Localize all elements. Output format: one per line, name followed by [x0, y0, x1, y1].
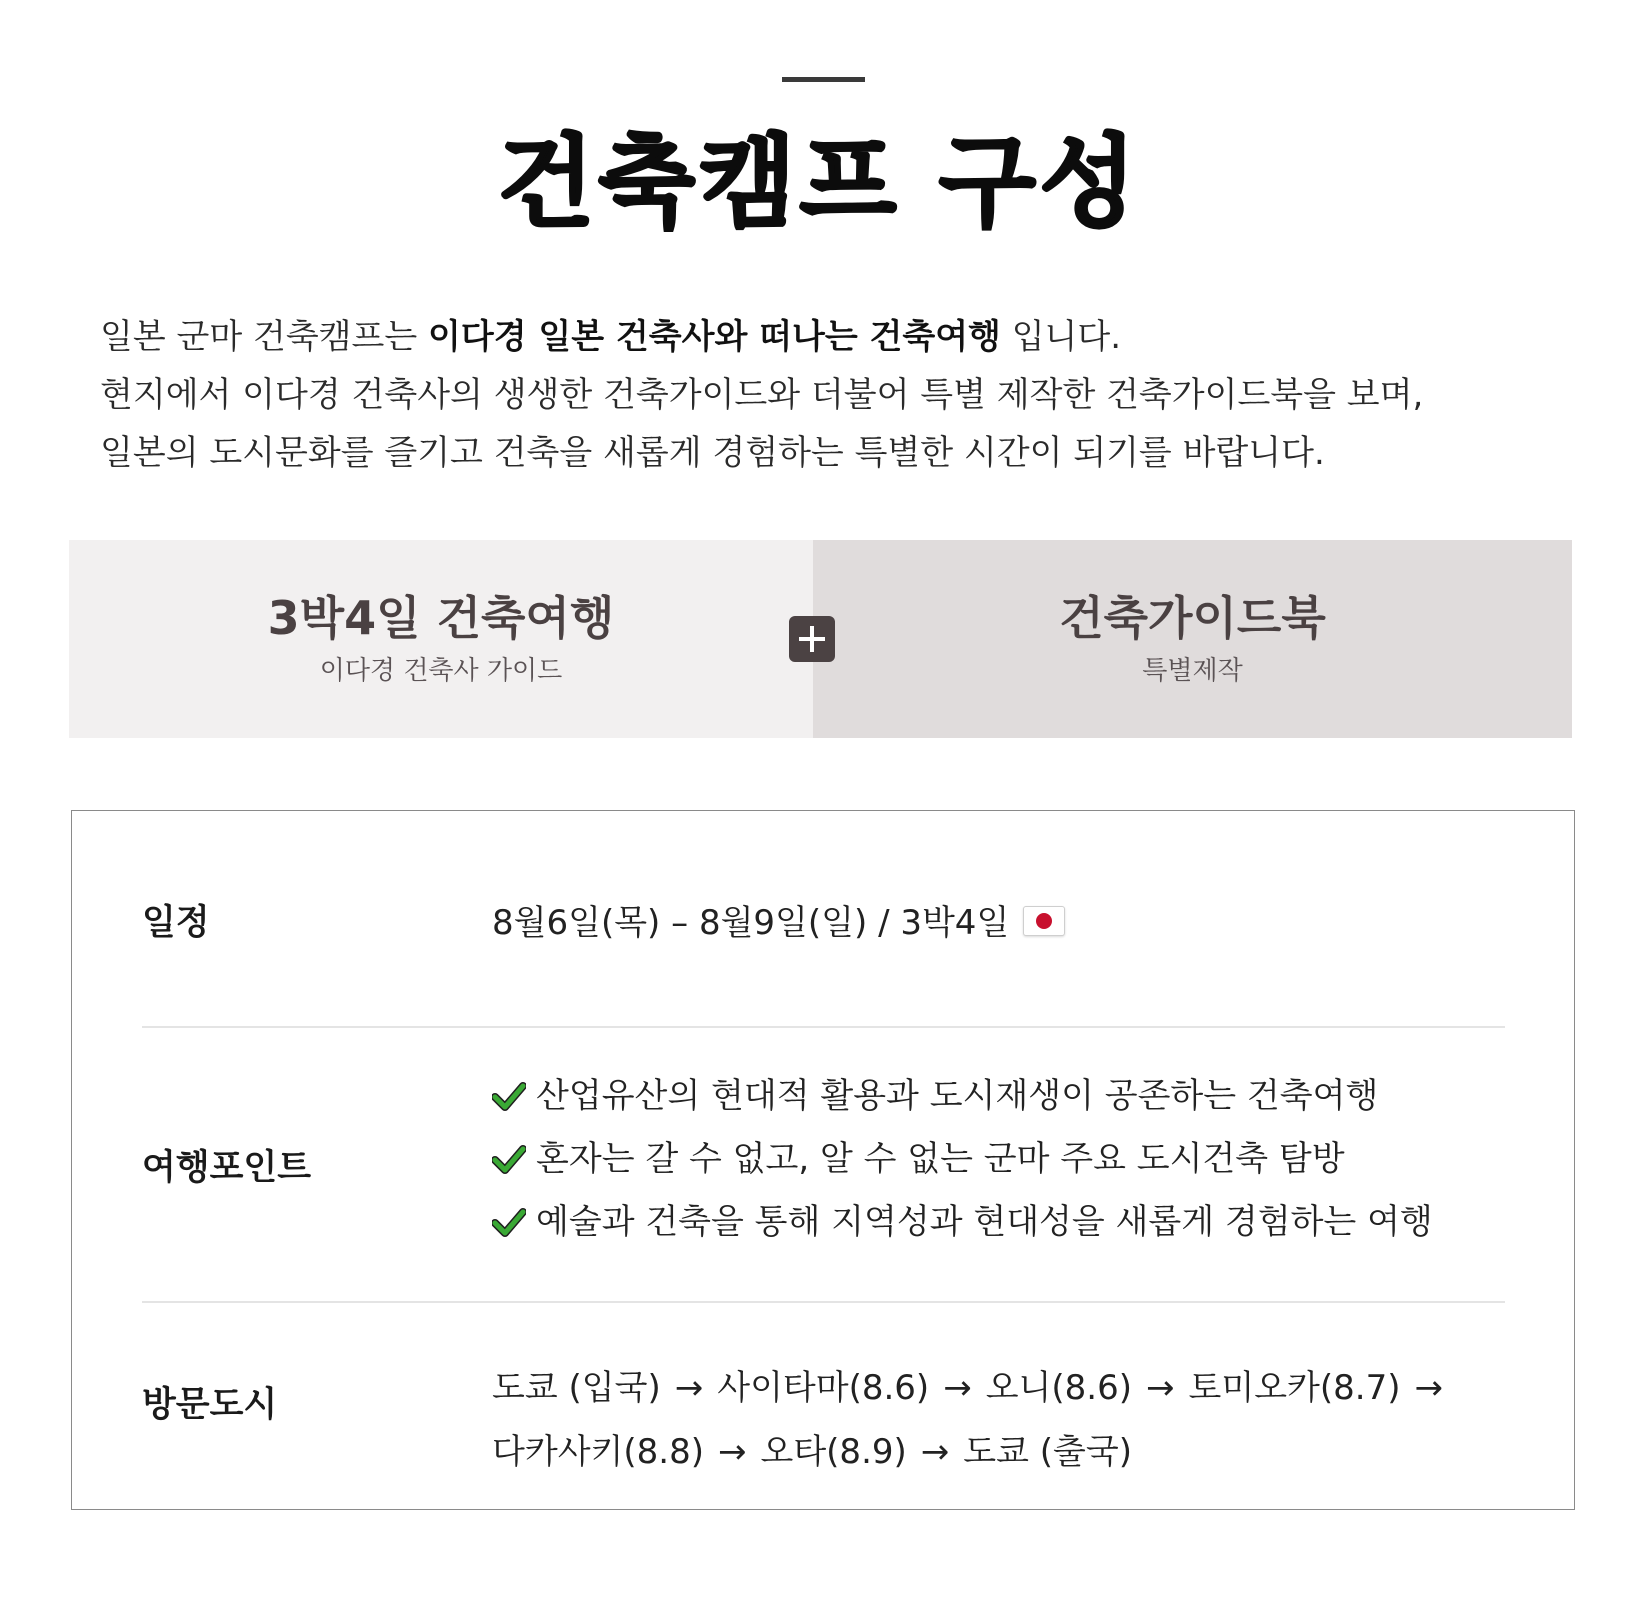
check-mark-icon: [492, 1205, 526, 1239]
intro-line-3: 일본의 도시문화를 즐기고 건축을 새롭게 경험하는 특별한 시간이 되기를 바랍니다.: [100, 433, 1325, 473]
arrow-right-icon: →: [1146, 1368, 1175, 1408]
schedule-value: 8월6일(목) – 8월9일(일) / 3박4일: [492, 903, 1010, 943]
intro-line-1-bold: 이다경 일본 건축사와 떠나는 건축여행: [428, 317, 1001, 357]
schedule-label: 일정: [142, 903, 210, 943]
combo-guidebook-panel: [813, 540, 1572, 738]
route-line-2: [492, 1424, 1132, 1473]
arrow-right-icon: →: [717, 1432, 747, 1472]
plus-icon: [789, 616, 835, 662]
route-stop: 도쿄 (입국): [492, 1368, 661, 1408]
combo-travel-title: 3박4일 건축여행: [267, 591, 615, 645]
page-title: 건축캠프 구성: [497, 124, 1141, 241]
arrow-right-icon: →: [674, 1368, 704, 1408]
route-stop: 오타(8.9): [760, 1432, 907, 1472]
route-stop: 도쿄 (출국): [963, 1432, 1132, 1472]
route-stop: 사이타마(8.6): [717, 1368, 930, 1408]
combo-guidebook-subtitle: 특별제작: [1142, 656, 1243, 686]
check-mark-icon: [492, 1142, 526, 1176]
check-mark-icon: [492, 1079, 526, 1113]
japan-flag-icon: [1023, 906, 1065, 936]
arrow-right-icon: →: [920, 1432, 950, 1472]
route-stop: 오니(8.6): [985, 1368, 1132, 1408]
intro-line-1-post: 입니다.: [1000, 317, 1122, 357]
intro-line-2: 현지에서 이다경 건축사의 생생한 건축가이드와 더불어 특별 제작한 건축가이드북을 보며,: [100, 375, 1424, 415]
point-item: [492, 1137, 1345, 1181]
route-stop: 다카사키(8.8): [492, 1432, 704, 1472]
arrow-right-icon: →: [1414, 1368, 1443, 1408]
point-item-text: 산업유산의 현대적 활용과 도시재생이 공존하는 건축여행: [536, 1076, 1379, 1116]
cities-label: 방문도시: [142, 1385, 278, 1425]
combo-travel-panel: [69, 540, 813, 738]
point-item-text: 예술과 건축을 통해 지역성과 현대성을 새롭게 경험하는 여행: [536, 1202, 1433, 1242]
route-stop: 토미오카(8.7): [1188, 1368, 1401, 1408]
row-divider-1: [142, 1026, 1505, 1028]
combo-guidebook-title: 건축가이드북: [1059, 591, 1326, 645]
intro-line-1: [100, 308, 1560, 366]
intro-line-1-pre: 일본 군마 건축캠프는: [100, 317, 429, 357]
row-divider-2: [142, 1301, 1505, 1303]
arrow-right-icon: →: [943, 1368, 972, 1408]
intro-text: [100, 308, 1560, 482]
plus-icon-horizontal: [799, 637, 825, 641]
top-rule: [782, 77, 865, 82]
schedule-value-row: [492, 895, 1065, 944]
route-line-1: [492, 1360, 1457, 1409]
point-item-text: 혼자는 갈 수 없고, 알 수 없는 군마 주요 도시건축 탐방: [536, 1139, 1345, 1179]
japan-flag-disc: [1036, 913, 1052, 929]
point-item: [492, 1074, 1378, 1118]
combo-travel-subtitle: 이다경 건축사 가이드: [319, 656, 563, 686]
points-label: 여행포인트: [142, 1148, 312, 1188]
point-item: [492, 1200, 1433, 1244]
